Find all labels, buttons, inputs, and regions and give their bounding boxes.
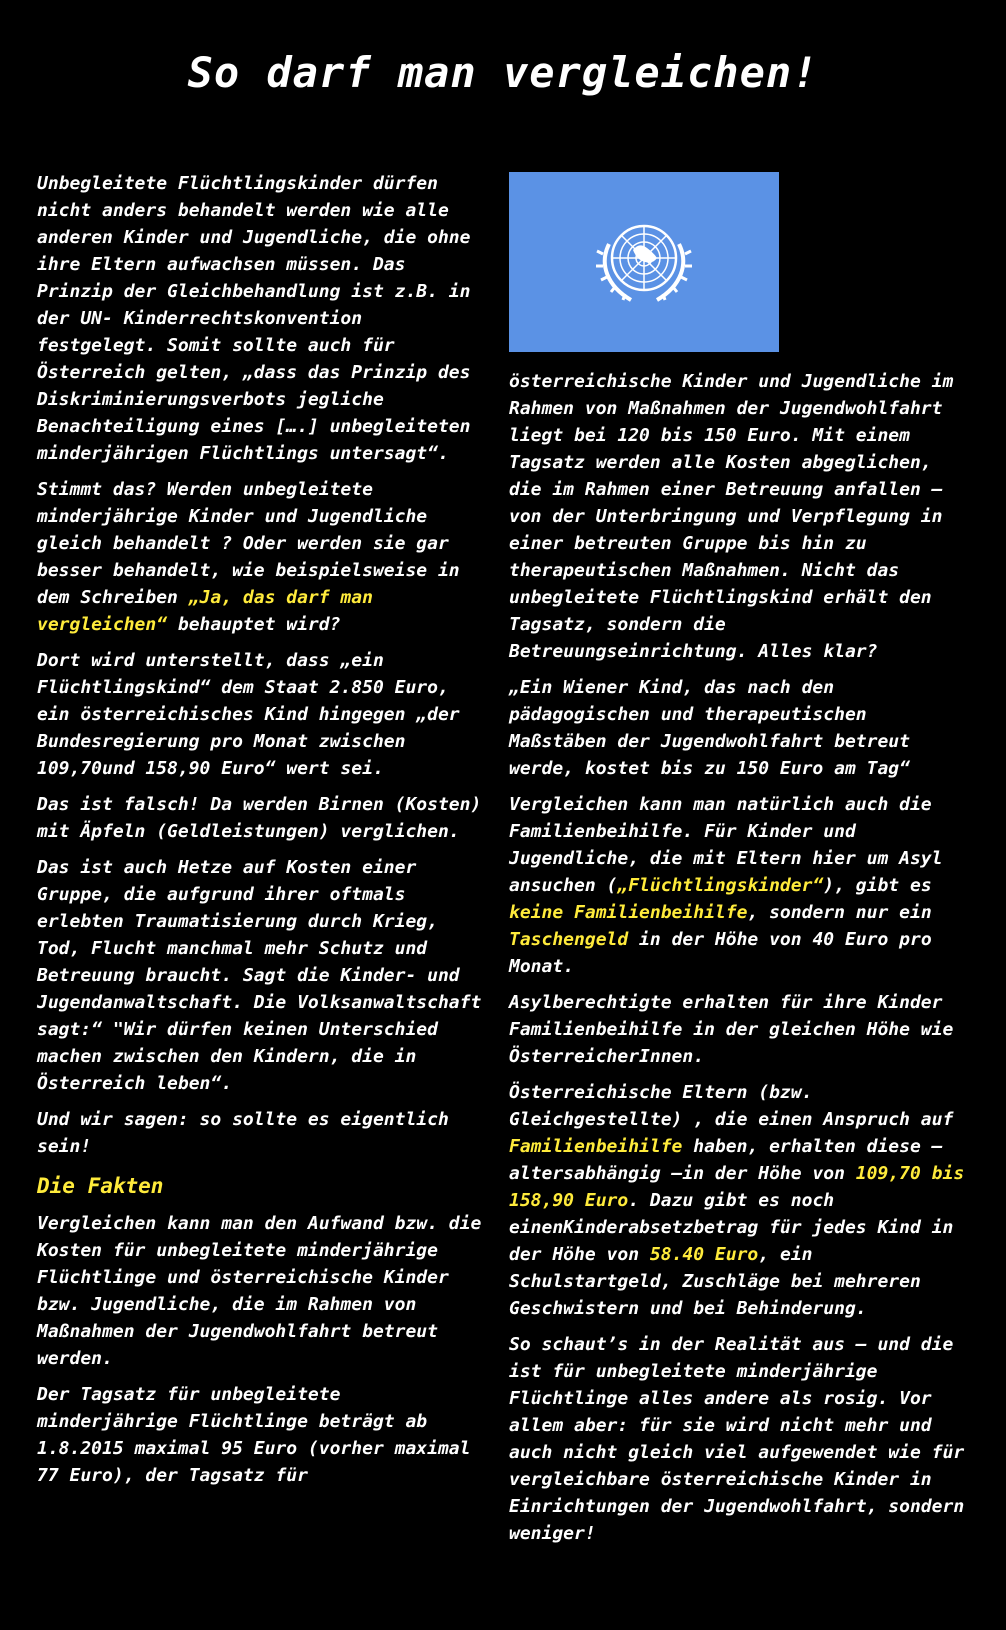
paragraph: Das ist auch Hetze auf Kosten einer Gruppe, die aufgrund ihrer oftmals erlebten Traumatisierung durch Krieg, Tod, Flucht manchmal mehr Schutz und Betreuung braucht. Sagt die Kinder- und Jugendanwaltschaft. Die Volksanwaltschaft sagt:“ "Wir dürfen keinen Unterschied machen zwischen den Kindern, die in Österreich leben“. (37, 857, 482, 1094)
paragraph: Und wir sagen: so sollte es eigentlich sein! (37, 1109, 449, 1157)
right-column (509, 172, 969, 1556)
highlight-link[interactable]: „Flüchtlingskinder“ (617, 875, 824, 896)
paragraph (509, 1079, 969, 1322)
highlight-link[interactable]: 109,70 bis 158,90 Euro (509, 1163, 965, 1211)
paragraph: „Ein Wiener Kind, das nach den pädagogischen und therapeutischen Maßstäben der Jugendwohlfahrt betreut werde, kostet bis zu 150 Euro am Tag“ (509, 677, 910, 779)
highlight-link[interactable]: 58.40 Euro (649, 1244, 759, 1265)
left-column (37, 170, 482, 1498)
paragraph (509, 791, 969, 980)
paragraph: Der Tagsatz für unbegleitete minderjährige Flüchtlinge beträgt ab 1.8.2015 maximal 95 Euro (vorher maximal 77 Euro), der Tagsatz für (37, 1384, 471, 1486)
paragraph-text: , ein Schulstartgeld, Zuschläge bei mehreren Geschwistern und bei Behinderung. (509, 1244, 921, 1319)
section-heading: Die Fakten (37, 1174, 164, 1198)
paragraph: Unbegleitete Flüchtlingskinder dürfen nicht anders behandelt werden wie alle anderen Kinder und Jugendliche, die ohne ihre Eltern aufwachsen müssen. Das Prinzip der Gleichbehandlung ist z.B. in der UN- Kinderrechtskonvention festgelegt. Somit sollte auch für Österreich gelten, „dass das Prinzip des Diskriminierungsverbots jegliche Benachteiligung eines [….] unbegleiteten minderjährigen Flüchtlings untersagt“. (37, 173, 471, 464)
paragraph-text: Österreichische Eltern (bzw. Gleichgestellte) , die einen Anspruch auf (509, 1082, 954, 1130)
paragraph: Vergleichen kann man den Aufwand bzw. die Kosten für unbegleitete minderjährige Flüchtlinge und österreichische Kinder bzw. Jugendliche, die im Rahmen von Maßnahmen der Jugendwohlfahrt betreut werden. (37, 1213, 482, 1369)
paragraph-text: haben, erhalten diese –altersabhängig –in der Höhe von (509, 1136, 943, 1184)
page-title: So darf man vergleichen! (187, 48, 819, 97)
paragraph-text: Vergleichen kann man natürlich auch die Familienbeihilfe. Für Kinder und Jugendliche, die mit Eltern hier um Asyl ansuchen ( (509, 794, 943, 896)
highlight-link[interactable]: Familienbeihilfe (509, 1136, 683, 1157)
paragraph: österreichische Kinder und Jugendliche im Rahmen von Maßnahmen der Jugendwohlfahrt liegt bei 120 bis 150 Euro. Mit einem Tagsatz werden alle Kosten abgeglichen, die im Rahmen einer Betreuung anfallen – von der Unterbringung und Verpflegung in einer betreuten Gruppe bis hin zu therapeutischen Maßnahmen. Nicht das unbegleitete Flüchtlingskind erhält den Tagsatz, sondern die Betreuungseinrichtung. Alles klar? (509, 371, 954, 662)
paragraph-text: , sondern nur ein (747, 902, 932, 923)
paragraph (37, 476, 482, 638)
paragraph: Das ist falsch! Da werden Birnen (Kosten) mit Äpfeln (Geldleistungen) verglichen. (37, 794, 482, 842)
paragraph-text: . Dazu gibt es noch einenKinderabsetzbetrag für jedes Kind in der Höhe von (509, 1190, 954, 1265)
paragraph: Asylberechtigte erhalten für ihre Kinder Familienbeihilfe in der gleichen Höhe wie ÖsterreicherInnen. (509, 992, 954, 1067)
paragraph: So schaut’s in der Realität aus – und die ist für unbegleitete minderjährige Flüchtlinge alles andere als rosig. Vor allem aber: für sie wird nicht mehr und auch nicht gleich viel aufgewendet wie für vergleichbare österreichische Kinder in Einrichtungen der Jugendwohlfahrt, sondern weniger! (509, 1334, 965, 1544)
paragraph-text: Stimmt das? Werden unbegleitete minderjährige Kinder und Jugendliche gleich behandelt ? Oder werden sie gar besser behandelt, wie beispielsweise in dem Schreiben (37, 479, 460, 608)
paragraph-text: ), gibt es (823, 875, 932, 896)
article-link[interactable]: „Ja, das darf man vergleichen“ (37, 587, 373, 635)
highlight-link[interactable]: Taschengeld (509, 929, 629, 950)
highlight-link[interactable]: keine Familienbeihilfe (509, 902, 748, 923)
paragraph-text: behauptet wird? (167, 614, 341, 635)
paragraph-text: in der Höhe von 40 Euro pro Monat. (509, 929, 932, 977)
paragraph: Dort wird unterstellt, dass „ein Flüchtlingskind“ dem Staat 2.850 Euro, ein österreichisches Kind hingegen „der Bundesregierung pro Monat zwischen 109,70und 158,90 Euro“ wert sei. (37, 650, 460, 779)
un-emblem-icon (589, 214, 699, 310)
un-flag-image (509, 172, 779, 352)
